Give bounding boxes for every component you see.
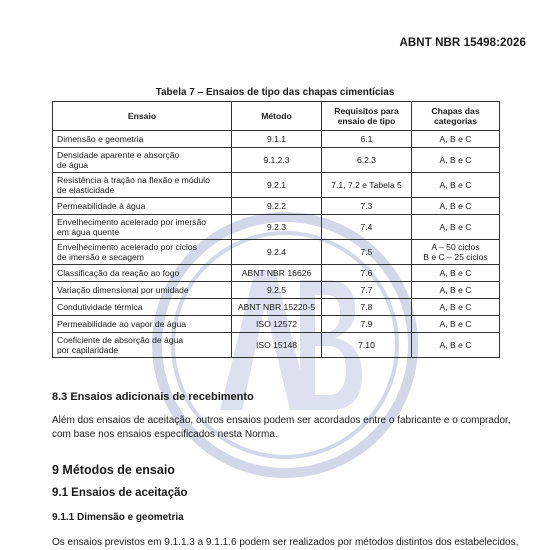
section-8-3-body: Além dos ensaios de aceitação, outros ensaios podem ser acordados entre o fabricante e o comprador, com base nos ensaios especificados nesta Norma. <box>52 415 511 440</box>
cell-metodo: ABNT NBR 16626 <box>232 265 322 282</box>
cell-metodo: 9.2.3 <box>232 215 322 240</box>
cell-chapas: A, B e C <box>412 173 500 198</box>
col-header-chapas: Chapas das categorias <box>412 102 500 131</box>
section-9-1-1-body: Os ensaios previstos em 9.1.1.3 a 9.1.1.6 podem ser realizados por métodos distintos dos estabelecidos, <box>52 537 519 548</box>
cell-chapas: A, B e C <box>412 148 500 173</box>
table-row <box>53 198 500 215</box>
cell-chapas: A, B e C <box>412 282 500 299</box>
cell-chapas: A, B e C <box>412 265 500 282</box>
cell-requisitos: 7.9 <box>322 316 412 333</box>
cell-metodo: ISO 15148 <box>232 333 322 358</box>
cell-chapas: A – 50 ciclos B e C – 25 ciclos <box>412 240 500 265</box>
table-row <box>53 131 500 148</box>
table-header-row <box>53 102 500 131</box>
table-row <box>53 316 500 333</box>
cell-ensaio: Condutividade térmica <box>53 299 232 316</box>
cell-requisitos: 6.1 <box>322 131 412 148</box>
cell-requisitos: 7.3 <box>322 198 412 215</box>
cell-requisitos: 6.2.3 <box>322 148 412 173</box>
table-row <box>53 265 500 282</box>
table-title: Tabela 7 – Ensaios de tipo das chapas cimentícias <box>155 87 395 98</box>
cell-requisitos: 7.4 <box>322 215 412 240</box>
cell-requisitos: 7.7 <box>322 282 412 299</box>
table-row <box>53 240 500 265</box>
section-9-1-1-heading: 9.1.1 Dimensão e geometria <box>52 512 184 523</box>
cell-ensaio: Envelhecimento acelerado por imersão em água quente <box>53 215 232 240</box>
cell-metodo: 9.2.2 <box>232 198 322 215</box>
standard-code: ABNT NBR 15498:2026 <box>399 37 526 49</box>
section-8-3-heading: 8.3 Ensaios adicionais de recebimento <box>52 391 254 403</box>
cell-chapas: A, B e C <box>412 299 500 316</box>
cell-metodo: ISO 12572 <box>232 316 322 333</box>
cell-ensaio: Dimensão e geometria <box>53 131 232 148</box>
cell-ensaio: Coeficiente de absorção de água por capilaridade <box>53 333 232 358</box>
cell-requisitos: 7.10 <box>322 333 412 358</box>
cell-chapas: A, B e C <box>412 215 500 240</box>
cell-metodo: 9.1.2.3 <box>232 148 322 173</box>
cell-metodo: 9.2.5 <box>232 282 322 299</box>
table-row <box>53 282 500 299</box>
cell-ensaio: Variação dimensional por umidade <box>53 282 232 299</box>
tests-table <box>52 101 500 358</box>
cell-chapas: A, B e C <box>412 316 500 333</box>
cell-ensaio: Permeabilidade à água <box>53 198 232 215</box>
table-row <box>53 299 500 316</box>
cell-metodo: 9.2.4 <box>232 240 322 265</box>
cell-chapas: A, B e C <box>412 333 500 358</box>
col-header-metodo: Método <box>232 102 322 131</box>
col-header-ensaio: Ensaio <box>53 102 232 131</box>
table-row <box>53 215 500 240</box>
cell-metodo: 9.1.1 <box>232 131 322 148</box>
cell-chapas: A, B e C <box>412 198 500 215</box>
cell-ensaio: Resistência à tração na flexão e módulo de elasticidade <box>53 173 232 198</box>
cell-ensaio: Permeabilidade ao vapor de água <box>53 316 232 333</box>
cell-requisitos: 7.1, 7.2 e Tabela 5 <box>322 173 412 198</box>
cell-requisitos: 7.6 <box>322 265 412 282</box>
section-9-1-heading: 9.1 Ensaios de aceitação <box>52 487 188 499</box>
section-9-heading: 9 Métodos de ensaio <box>52 463 175 477</box>
table-row <box>53 333 500 358</box>
cell-metodo: 9.2.1 <box>232 173 322 198</box>
cell-ensaio: Envelhecimento acelerado por ciclos de imersão e secagem <box>53 240 232 265</box>
cell-ensaio: Densidade aparente e absorção de água <box>53 148 232 173</box>
cell-chapas: A, B e C <box>412 131 500 148</box>
cell-requisitos: 7.8 <box>322 299 412 316</box>
cell-requisitos: 7.5 <box>322 240 412 265</box>
col-header-requisitos: Requisitos para ensaio de tipo <box>322 102 412 131</box>
cell-metodo: ABNT NBR 15220-5 <box>232 299 322 316</box>
cell-ensaio: Classificação da reação ao fogo <box>53 265 232 282</box>
table-row <box>53 148 500 173</box>
table-row <box>53 173 500 198</box>
